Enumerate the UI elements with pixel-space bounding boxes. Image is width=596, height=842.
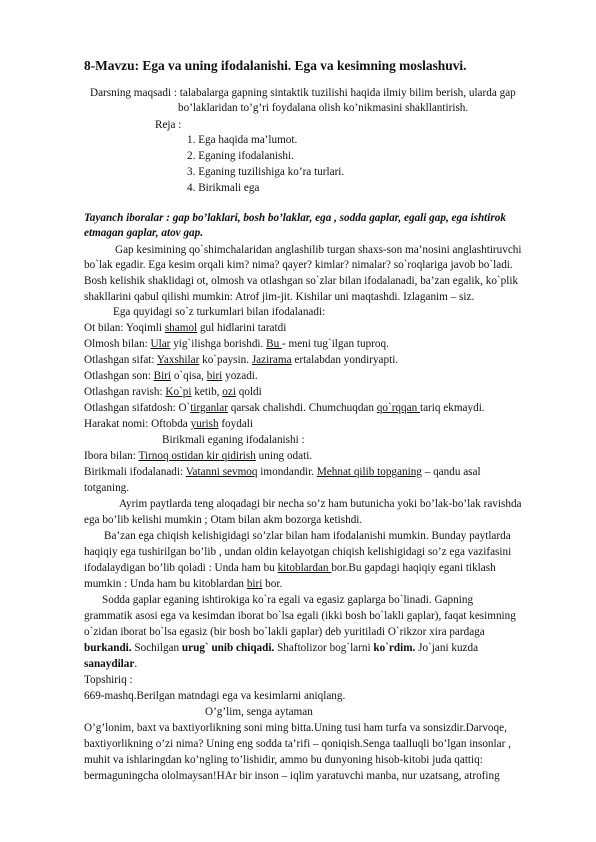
underlined-subject: yurish — [190, 418, 219, 430]
example-text: Jo`jani kuzda — [415, 642, 479, 654]
text-title: O’g’lim, senga aytaman — [205, 706, 313, 718]
text-line: muhit va ishlaringdan ko’ngling to’lishidir, ammo bu dunyoning hisob-kitobi juda qattiq: — [84, 754, 483, 766]
paragraph-line: Gap kesimining qo`shimchalaridan anglashilib turgan shaxs-son ma’nosini anglashtiruvchi — [115, 244, 522, 256]
underlined-subject: Tirnoq ostidan kir qidirish — [138, 450, 256, 462]
example-text: yozadi. — [222, 370, 258, 382]
underlined-subject: Vatanni sevmoq — [185, 466, 258, 478]
underlined-subject: Biri — [153, 370, 172, 382]
example-adjective — [84, 353, 398, 368]
text-line: baxtiyorlikning o’zi nima? Uning eng sodda ta’rifi – qoniqish.Senga taalluqli bo’lgan insonlar , — [84, 738, 511, 750]
example-text: tariq ekmaydi. — [419, 402, 485, 414]
goal-line-1: Darsning maqsadi : talabalarga gapning sintaktik tuzilishi haqida ilmiy bilim berish, ularda gap — [90, 87, 516, 99]
paragraph-line — [84, 657, 137, 672]
paragraph-line — [84, 561, 496, 576]
plan-item: 3. Eganing tuzilishiga ko’ra turlari. — [187, 166, 345, 178]
underlined-subject: Yaxshilar — [156, 354, 200, 366]
paragraph-line: shakllarini qabul qilishi mumkin: Atrof jim-jit. Kishilar uni maqtashdi. Izlaganim – siz. — [84, 291, 475, 303]
underlined-subject: qo`rqqan — [376, 402, 420, 414]
example-pronoun — [84, 337, 389, 352]
bold-example: sanaydilar — [84, 658, 135, 670]
underlined-subject: kitoblardan — [277, 562, 332, 574]
example-compound — [84, 465, 481, 480]
bold-example: ko`rdim. — [373, 642, 416, 654]
example-numeral — [84, 369, 258, 384]
paragraph-line: Bosh kelishik shaklidagi ot, olmosh va otlashgan so`zlar bilan ifodalanadi, ba’zan egalik, ko`plik — [84, 275, 519, 287]
text-line: bermaguningcha ololmaysan!HAr bir inson – iqlim yaratuvchi manba, nur uzatsang, atrofing — [84, 770, 500, 782]
underlined-subject: tirganlar — [190, 402, 228, 414]
plan-item: 4. Birikmali ega — [187, 182, 260, 194]
example-text: Otlashgan sifat: — [84, 354, 157, 366]
example-text: uning odati. — [255, 450, 313, 462]
task-text: 669-mashq.Berilgan matndagi ega va kesimlarni aniqlang. — [84, 690, 346, 702]
example-text: imondandir. — [257, 466, 317, 478]
example-compound-cont: totganing. — [84, 482, 130, 494]
bold-example: urug` unib chiqadi. — [181, 642, 275, 654]
plan-item: 1. Ega haqida ma’lumot. — [187, 134, 298, 146]
example-text: qoldi — [235, 386, 262, 398]
example-text: bor. — [262, 578, 283, 590]
example-participle — [84, 401, 485, 416]
example-text: Otlashgan ravish: — [84, 386, 166, 398]
example-text: yig`ilishga borishdi. — [170, 338, 267, 350]
paragraph-line: Ayrim paytlarda teng aloqadagi bir necha so’z ham butunicha yoki bo’lak-bo’lak ravishda — [119, 498, 522, 510]
compound-subject-heading: Birikmali eganing ifodalanishi : — [162, 434, 305, 446]
example-text: ketib, — [191, 386, 223, 398]
paragraph-line: bo`lak egadir. Ega kesim orqali kim? nima? qayer? kimlar? nimalar? so`roqlariga javob bo`ladi. — [84, 259, 513, 271]
underlined-subject: Jazirama — [251, 354, 292, 366]
paragraph-line: ega bo’lib kelishi mumkin ; Otam bilan akm bozorga ketishdi. — [84, 514, 363, 526]
example-text: ertalabdan yondiryapti. — [291, 354, 399, 366]
underlined-subject: Mehnat qilib topganing — [316, 466, 422, 478]
example-text: foydali — [218, 418, 254, 430]
example-text: qarsak chalishdi. Chumchuqdan — [227, 402, 377, 414]
task-label: Topshiriq : — [84, 674, 133, 686]
underlined-subject: ozi — [222, 386, 236, 398]
example-text: ifodalaydigan bo’lib qoladi : Unda ham bu — [84, 562, 278, 574]
example-text: bor.Bu gapdagi haqiqiy egani tiklash — [331, 562, 496, 574]
example-text: Otlashgan son: — [84, 370, 154, 382]
goal-line-2: bo’laklaridan to’g’ri foydalana olish ko’nikmasini shakllantirish. — [178, 102, 469, 114]
underlined-subject: Bu — [266, 338, 282, 350]
parts-intro: Ega quyidagi so`z turkumlari bilan ifodalanadi: — [113, 306, 326, 318]
text-line: O’g’lonim, baxt va baxtiyorlikning soni ming bitta.Uning tusi ham turfa va sonsizdir.Darvoqe, — [84, 722, 507, 734]
example-text: gul hidlarini taratdi — [197, 322, 287, 334]
underlined-subject: shamol — [164, 322, 198, 334]
underlined-subject: biri — [246, 578, 263, 590]
example-text: Birikmali ifodalanadi: — [84, 466, 186, 478]
paragraph-line — [84, 577, 282, 592]
underlined-subject: Ko`pi — [165, 386, 192, 398]
example-text: Otlashgan sifatdosh: O` — [84, 402, 191, 414]
example-verbal-noun — [84, 417, 253, 432]
example-text: Shaftolizor bog`larni — [274, 642, 374, 654]
example-text: mumkin : Unda ham bu kitoblardan — [84, 578, 247, 590]
paragraph-line: haqiqiy ega tushirilgan bo’lib , undan oldin kelayotgan chiqish kelishigidagi so’z ega vazifasini — [84, 546, 512, 558]
paragraph-line: Ba’zan ega chiqish kelishigidagi so’zlar bilan ham ifodalanishi mumkin. Bunday paytlarda — [104, 530, 511, 542]
key-terms-line-1: Tayanch iboralar : gap bo’laklari, bosh bo’laklar, ega , sodda gaplar, egali gap, ega ishtirok — [84, 212, 506, 224]
example-text: Ot bilan: Yoqimli — [84, 322, 165, 334]
example-adverb — [84, 385, 262, 400]
key-terms-line-2: etmagan gaplar, atov gap. — [84, 227, 204, 239]
plan-label: Reja : — [155, 119, 182, 131]
example-text: - meni tug`ilgan tuproq. — [281, 338, 389, 350]
underlined-subject: Ular — [150, 338, 171, 350]
example-text: Ibora bilan: — [84, 450, 139, 462]
example-noun — [84, 321, 286, 336]
plan-item: 2. Eganing ifodalanishi. — [187, 150, 294, 162]
example-text: Olmosh bilan: — [84, 338, 151, 350]
example-text: Harakat nomi: Oftobda — [84, 418, 191, 430]
paragraph-line: o`zidan iborat bo`lsa egasiz (bir bosh bo`lakli gaplar) deb yuritiladi O`rikzor xira pardaga — [84, 626, 485, 638]
example-text: ko`paysin. — [199, 354, 252, 366]
bold-example: burkandi. — [84, 642, 132, 654]
page-title: 8-Mavzu: Ega va uning ifodalanishi. Ega va kesimning moslashuvi. — [84, 58, 467, 73]
example-text: . — [134, 658, 138, 670]
paragraph-line: Sodda gaplar eganing ishtirokiga ko`ra egali va egasiz gaplarga bo`linadi. Gapning — [102, 594, 474, 606]
example-text: Sochilgan — [131, 642, 182, 654]
example-text: – qandu asal — [421, 466, 481, 478]
paragraph-line — [84, 641, 478, 656]
paragraph-line: grammatik asosi ega va kesimdan iborat bo`lsa egali (ikki bosh bo`lakli gaplar), faqat kesimning — [84, 610, 516, 622]
example-text: o`qisa, — [171, 370, 207, 382]
example-idiom — [84, 449, 312, 464]
underlined-subject: biri — [206, 370, 223, 382]
